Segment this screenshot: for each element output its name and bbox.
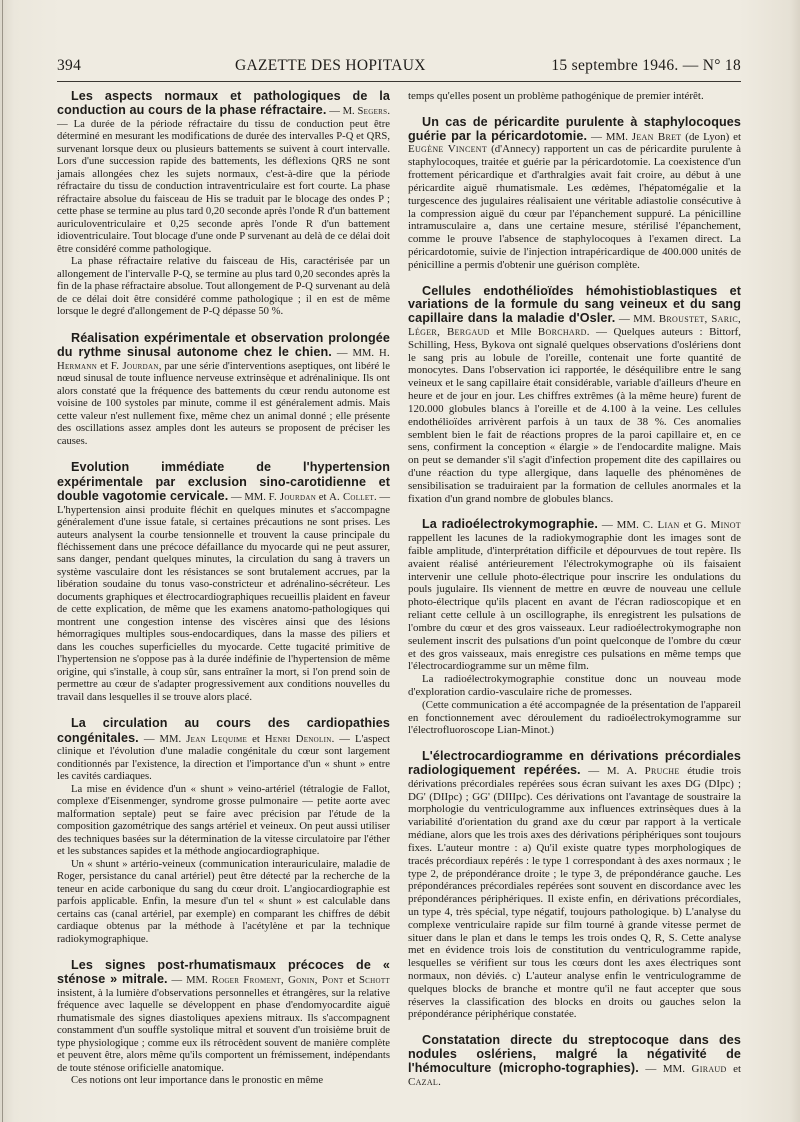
issue-date: 15 septembre 1946. — N° 18 — [551, 57, 741, 74]
author: F. Jourdan — [110, 360, 159, 372]
article-body: insistent, à la lumière d'observations personnelles et étrangères, sur la relative fréquence avec laquelle se développent en phase d'endomyocardite aiguë rhumatismale des signes diastoliques apexiens mitraux. Ils s'accompagnent constamment d'un souffle systolique mitral et souvent d'un troisième bruit de type physiologique ; comme eux ils rétrocèdent souvent de manière complète et peuvent être, alors même qu'ils comportent un frémissement, indépendants de toute sténose orificielle anatomique. — [57, 987, 390, 1074]
author: C. Lian — [642, 519, 680, 532]
article-osler-cells — [408, 285, 741, 506]
article-body: étudie trois dérivations précordiales repérées sous écran suivant les axes DG (DIpc) ; DG' (DIIpc) ; GG' (DIIIpc). Ces dérivations ont l'avantage de soustraire la morphologie du ventriculogramme aux influences extrinsèques dues à la variabilité d'orientation du grand axe du cœur par rapport à la verticale médiane, alors que les trois axes des dérivations périphériques sont toujours fixes. L'auteur montre : a) Qu'il existe quatre types morphologiques de tracés précordiaux repérés : le type 1 correspondant à des axes normaux ; le type 2, de prépondérance droite ; le type 3, de prépondérance gauche. Les prépondérances précordiales repérées sont souvent en discordance avec les prépondérances périphériques. Il existe enfin, en dérivations précordiales, un type 4, très spécial, type négatif, toujours pathologique. b) L'analyse du complexe ventriculaire rapide sur film tourné à grande vitesse permet de situer dans le plan et dans le temps les trois ondes Q, R, S. Cette analyse met en évidence trois lois de constitution du ventriculogramme rapide, lesquelles se vérifient sur tous les cœurs dont les axes électriques sont normaux, non déviés. c) L'auteur analyse enfin le ventriculogramme de quelques blocks de branche et montre qu'il ne faut accepter que sous réserves la classification des blocks en droits ou gauches selon la prépondérance périphérique constatée. — [408, 765, 741, 1021]
article-pericardite — [408, 116, 741, 272]
separator: — M. — [326, 106, 358, 118]
article-body: rappellent les lacunes de la radiokymographie dont les images sont de faible amplitude, d'interprétation difficile et dépourvues de tout repère. Ils avaient réalisé antérieurement l'électrokymographe où ils faisaient intervenir une cellule photo-électrique pour inscrire les ondulations du pouls jugulaire. Ils viennent de mettre en œuvre de nouveau une cellule photo-électrique qu'ils placent en avant de l'écran radioscopique et en reliant cette cellule à un oscillographe, ils enregistrent les pulsations de l'ombre du cœur et des gros vaisseaux. Leur radioélectrokymographe non seulement inscrit des pulsations d'un point quelconque de l'ombre du cœur et des gros vaisseaux, mais enregistre ces pulsations en même temps que l'électrocardiogramme sur un même film. — [408, 532, 741, 673]
article-paragraph: temps qu'elles posent un problème pathogénique de premier intérêt. — [408, 90, 704, 102]
article-body: (d'Annecy) rapportent un cas de péricardite purulente à staphylocoques, traitée et guérie par la péricardotomie. La coexistence d'un frottement péricardique et d'arthralgies avait fait croire, au début à une péricardite aiguë rhumatismale. Les œdèmes, l'hépatomégalie et la turgescence des jugulaires réalisaient une véritable adiastolie consécutive à la compression aiguë du cœur par l'épanchement suppuré. La pénicilline intramusculaire a, dans une certaine mesure, stérilisé l'épanchement, comme le prouve l'absence de staphylocoques à l'examen direct. La péricardotomie, suivie de l'injection intrapéricardique de 400.000 unités de pénicilline a permis d'obtenir une guérison complète. — [408, 143, 742, 271]
running-header — [57, 57, 741, 79]
author: Jean Lequime — [186, 733, 248, 745]
article-title: Cellules endothélioïdes hémohistioblastiques et variations de la formule du sang veineux et du sang capillaire dans la maladie d'Osler. — [408, 283, 741, 326]
article-body: . — L'hypertension ainsi produite fléchit en quelques minutes et s'accompagne généralement d'une issue fatale, si certaines précautions ne sont prises. Les auteurs analysent la courbe tensionnelle et trouvent la cause principale du fléchissement dans une précoce défaillance du myocarde qui ne peut assurer, sans danger, pendant quelques minutes, la circulation du sang à travers un système vasculaire dont les résistances se sont brutalement accrues, par la libération soudaine du tonus vaso-constricteur et adrénalino-sécréteur. Les documents graphiques et électrocardiographiques recueillis plaident en faveur de cette explication, de même que les examens anatomo-pathologiques qui montrent une congestion intense des viscères ainsi que des lésions hémorragiques multiples sous-endocardiques, dans la masse des piliers et dans les couches superficielles du myocarde. Cette tugacité primitive de l'hypertension ne s'oppose pas à la durée indéfinie de l'hypertension de même origine, qui s'installe, à coup sûr, sans entraîner la mort, si l'on prend soin de permettre au cœur de s'adapter progressivement aux conditions nouvelles du travail dans lesquelles il se trouve alors placé. — [57, 492, 391, 703]
article-paragraph: La phase réfractaire relative du faisceau de His, caractérisée par un allongement de l'intervalle P-Q, se termine au plus tard 0,20 secondes après la fin de la phase réfractaire absolue. Tout allongement de P-Q survenant au delà de ce délai doit être considéré comme pathologique ; il en est de même lorsque le degré d'allongement de P-Q dépasse 50 %. — [57, 256, 390, 318]
separator: — MM. — [167, 975, 212, 987]
conjunction: et — [679, 519, 696, 532]
article-title: L'électrocardiogramme en dérivations précordiales radiologiquement repérées. — [408, 749, 741, 777]
article-electrocardiogramme — [408, 750, 741, 1021]
article-radioelectrokymographie — [408, 518, 741, 737]
article-title: La radioélectrokymographie. — [422, 517, 598, 532]
continued-text — [408, 90, 741, 103]
conjunction: et — [247, 733, 265, 745]
author: F. Jourdan — [268, 492, 317, 504]
article-body: , par une série d'interventions aseptiques, ont libéré le nœud sinusal de toute influence nerveuse extrinsèque et adrénalinique. Ils ont alors constaté que la fréquence des battements du cœur rendu autonome est voisine de 100 systoles par minute, comme il est généralement admis. Mais cette valeur n'est nullement fixe, même chez un animal donné ; elle présente des oscillations assez amples dont les auteurs se proposent de préciser les causes. — [57, 360, 390, 447]
article-stenose-mitrale — [57, 959, 390, 1088]
article-conduction — [57, 90, 390, 319]
author: Henri Denolin — [264, 733, 332, 745]
article-title: Evolution immédiate de l'hypertension expérimentale par exclusion sino-carotidienne et double vagotomie cervicale. — [57, 460, 390, 504]
article-cardiopathies — [57, 717, 390, 946]
author: Giraud — [691, 1062, 727, 1075]
author: Broustet, Saric, Léger, Bergaud — [408, 313, 742, 338]
separator: — MM. — [587, 130, 632, 143]
article-title: Réalisation expérimentale et observation prolongée du rythme sinusal autonome chez le chien. — [57, 330, 390, 360]
author: Jean Bret — [631, 130, 682, 143]
conjunction: et — [726, 1062, 742, 1075]
article-body: . — L'aspect clinique et l'évolution d'une maladie congénitale du cœur sont largement conditionnés par l'existence, la direction et l'importance d'un « shunt » entre les cavités cardiaques. — [57, 733, 391, 783]
separator: — M. A. — [580, 765, 645, 777]
author: Segers — [357, 106, 388, 118]
article-paragraph: (Cette communication a été accompagnée de la présentation de l'appareil en fonctionnement avec déroulement du radioélectrokymogramme sur l'électrofluoroscope Lian-Minot.) — [408, 698, 741, 737]
article-paragraph: Ces notions ont leur importance dans le pronostic en même — [71, 1075, 324, 1087]
scan-edge-line — [2, 0, 3, 1122]
author: Schott — [358, 975, 390, 987]
article-title: La circulation au cours des cardiopathies congénitales. — [57, 716, 390, 745]
article-body: . — La durée de la période réfractaire du tissu de conduction peut être déterminé en mesurant les modifications de durée des intervalles P-Q et QRS, survenant lorsque deux ou plusieurs battements se suivent à court intervalle. Lors d'une succession rapide des battements, les déflexions QRS ne sont jamais allongées chez les sujets normaux, c'est-à-dire que la période réfractaire du tissu de conduction intraventriculaire est fort courte. La phase réfractaire absolue du faisceau de His se traduit par le blocage des ondes P ; cette phase se termine au plus tard 0,20 seconde après l'onde R d'un battement auriculoventriculaire et 0,25 seconde après l'onde R d'un battement idioventriculaire. Tout blocage d'une onde P survenant au delà de ce délai doit être considéré comme pathologique. — [57, 106, 391, 255]
article-paragraph: La radioélectrokymographie constitue donc un nouveau mode d'exploration cardio-vasculaire riche de promesses. — [408, 673, 741, 698]
terminal-punctuation: . — [438, 1075, 441, 1088]
author: Roger Froment, Gonin, Pont — [211, 975, 344, 987]
article-title: Les aspects normaux et pathologiques de la conduction au cours de la phase réfractaire. — [57, 89, 390, 118]
article-body: . — Quelques auteurs : Bittorf, Schilling, Hess, Bykova ont signalé quelques observations d'oslériens dont le sang pris au lobule de l'oreille, contenait une forte quantité de monocytes. Dans l'observation ici rapportée, le déséquilibre entre le sang veineux et le sang capillaire était considérable, variable d'ailleurs d'heure en heure et de jour en jour. Les chiffres extrêmes (à la même heure) furent de 120.000 globules blancs à l'oreille et de 4.100 à la veine. Les cellules endothélioïdes arrivèrent parfois à un taux de 38 %. Ces anomalies semblent bien le fait de réactions propres de la paroi capillaire et, en ce sens, confirment la conception « élargie » de l'endocardite maligne. Mais on peut se demander s'il s'agit d'infection propement dite des capillaires ou d'une réaction du type allergique, dans laquelle des phénomènes de sensibilisation se traduiraient par la formation de cellules anormales et la fixation d'un grand nombre de globules blancs. — [408, 326, 741, 505]
separator: — MM. — [138, 733, 187, 745]
article-title: Les signes post-rhumatismaux précoces de « sténose » mitrale. — [57, 958, 390, 987]
left-column — [57, 90, 390, 1101]
article-rythme-sinusal — [57, 332, 390, 448]
conjunction: et — [343, 975, 359, 987]
article-title: Constatation directe du streptocoque dans des nodules oslériens, malgré la négativité de l'hémoculture (micropho-tographies). — [408, 1033, 741, 1075]
right-column — [408, 90, 741, 1102]
page-number: 394 — [57, 57, 82, 74]
header-rule — [57, 81, 741, 82]
conjunction: et — [97, 360, 111, 372]
journal-title: GAZETTE DES HOPITAUX — [235, 57, 426, 74]
conjunction: et Mlle — [489, 326, 538, 338]
article-hypertension — [57, 461, 390, 704]
author: Cazal — [408, 1075, 439, 1088]
separator: — MM. — [615, 313, 659, 326]
separator: — MM. — [598, 519, 643, 532]
separator: — MM. — [228, 492, 269, 504]
article-title: Un cas de péricardite purulente à staphylocoques guérie par la péricardotomie. — [408, 114, 741, 143]
author: Eugène Vincent — [408, 143, 488, 156]
author: Borchard — [537, 326, 587, 338]
separator: — MM. — [638, 1062, 692, 1075]
author: H. Hermann — [57, 348, 390, 372]
affiliation: (de Lyon) et — [681, 130, 741, 143]
article-streptocoque — [408, 1034, 741, 1088]
article-paragraph: Un « shunt » artério-veineux (communication interauriculaire, maladie de Roger, persistance du canal artériel) peut être détecté par la recherche de la teneur en acide carbonique du sang du cœur droit. L'angiocardiographie est parfois applicable. Enfin, la mesure d'un tel « shunt » est calculable dans certains cas (canal artériel, par exemple) en comparant les chiffres de débit cardiaque obtenus par la méthode à l'acétylène et par la technique radiokymographique. — [57, 858, 390, 945]
conjunction: et — [316, 492, 330, 504]
author: Pruche — [644, 765, 680, 777]
author: G. Minot — [695, 519, 741, 532]
separator: — MM. — [331, 348, 380, 360]
article-paragraph: La mise en évidence d'un « shunt » veino-artériel (tétralogie de Fallot, complexe d'Eisenmenger, syndrome grosse pulmonaire — petite aorte avec malformation septale) peut se faire avec précision par l'étude de la composition gazométrique des sangs artériel et veineux. On peut aussi utiliser des techniques basées sur la détermination de la vitesse circulatoire par l'éther et les substances sapides et la méthode angiocardiographique. — [57, 783, 390, 858]
author: A. Collet — [329, 492, 375, 504]
